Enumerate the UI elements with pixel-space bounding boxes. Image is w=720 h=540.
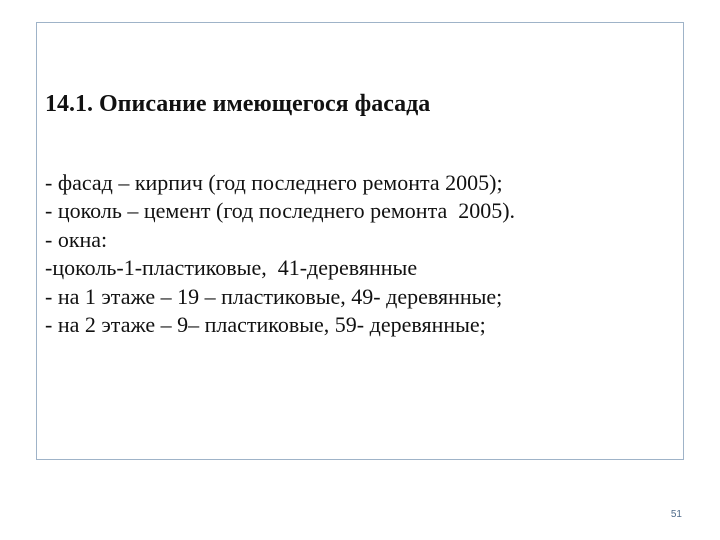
- list-item-facade: - фасад – кирпич (год последнего ремонта 2005);: [45, 170, 503, 195]
- page-number: 51: [670, 509, 682, 520]
- list-item-floor-1-windows: - на 1 этаже – 19 – пластиковые, 49- деревянные;: [45, 283, 503, 309]
- slide-title: 14.1. Описание имеющегося фасада: [45, 91, 431, 117]
- list-item-windows: - окна:: [45, 226, 108, 252]
- list-item-floor-2-windows: - на 2 этаже – 9– пластиковые, 59- деревянные;: [45, 312, 486, 338]
- list-item-plinth: - цоколь – цемент (год последнего ремонта 2005).: [45, 198, 516, 224]
- facade-description-list: [45, 169, 515, 339]
- list-item-plinth-windows: -цоколь-1-пластиковые, 41-деревянные: [45, 255, 418, 281]
